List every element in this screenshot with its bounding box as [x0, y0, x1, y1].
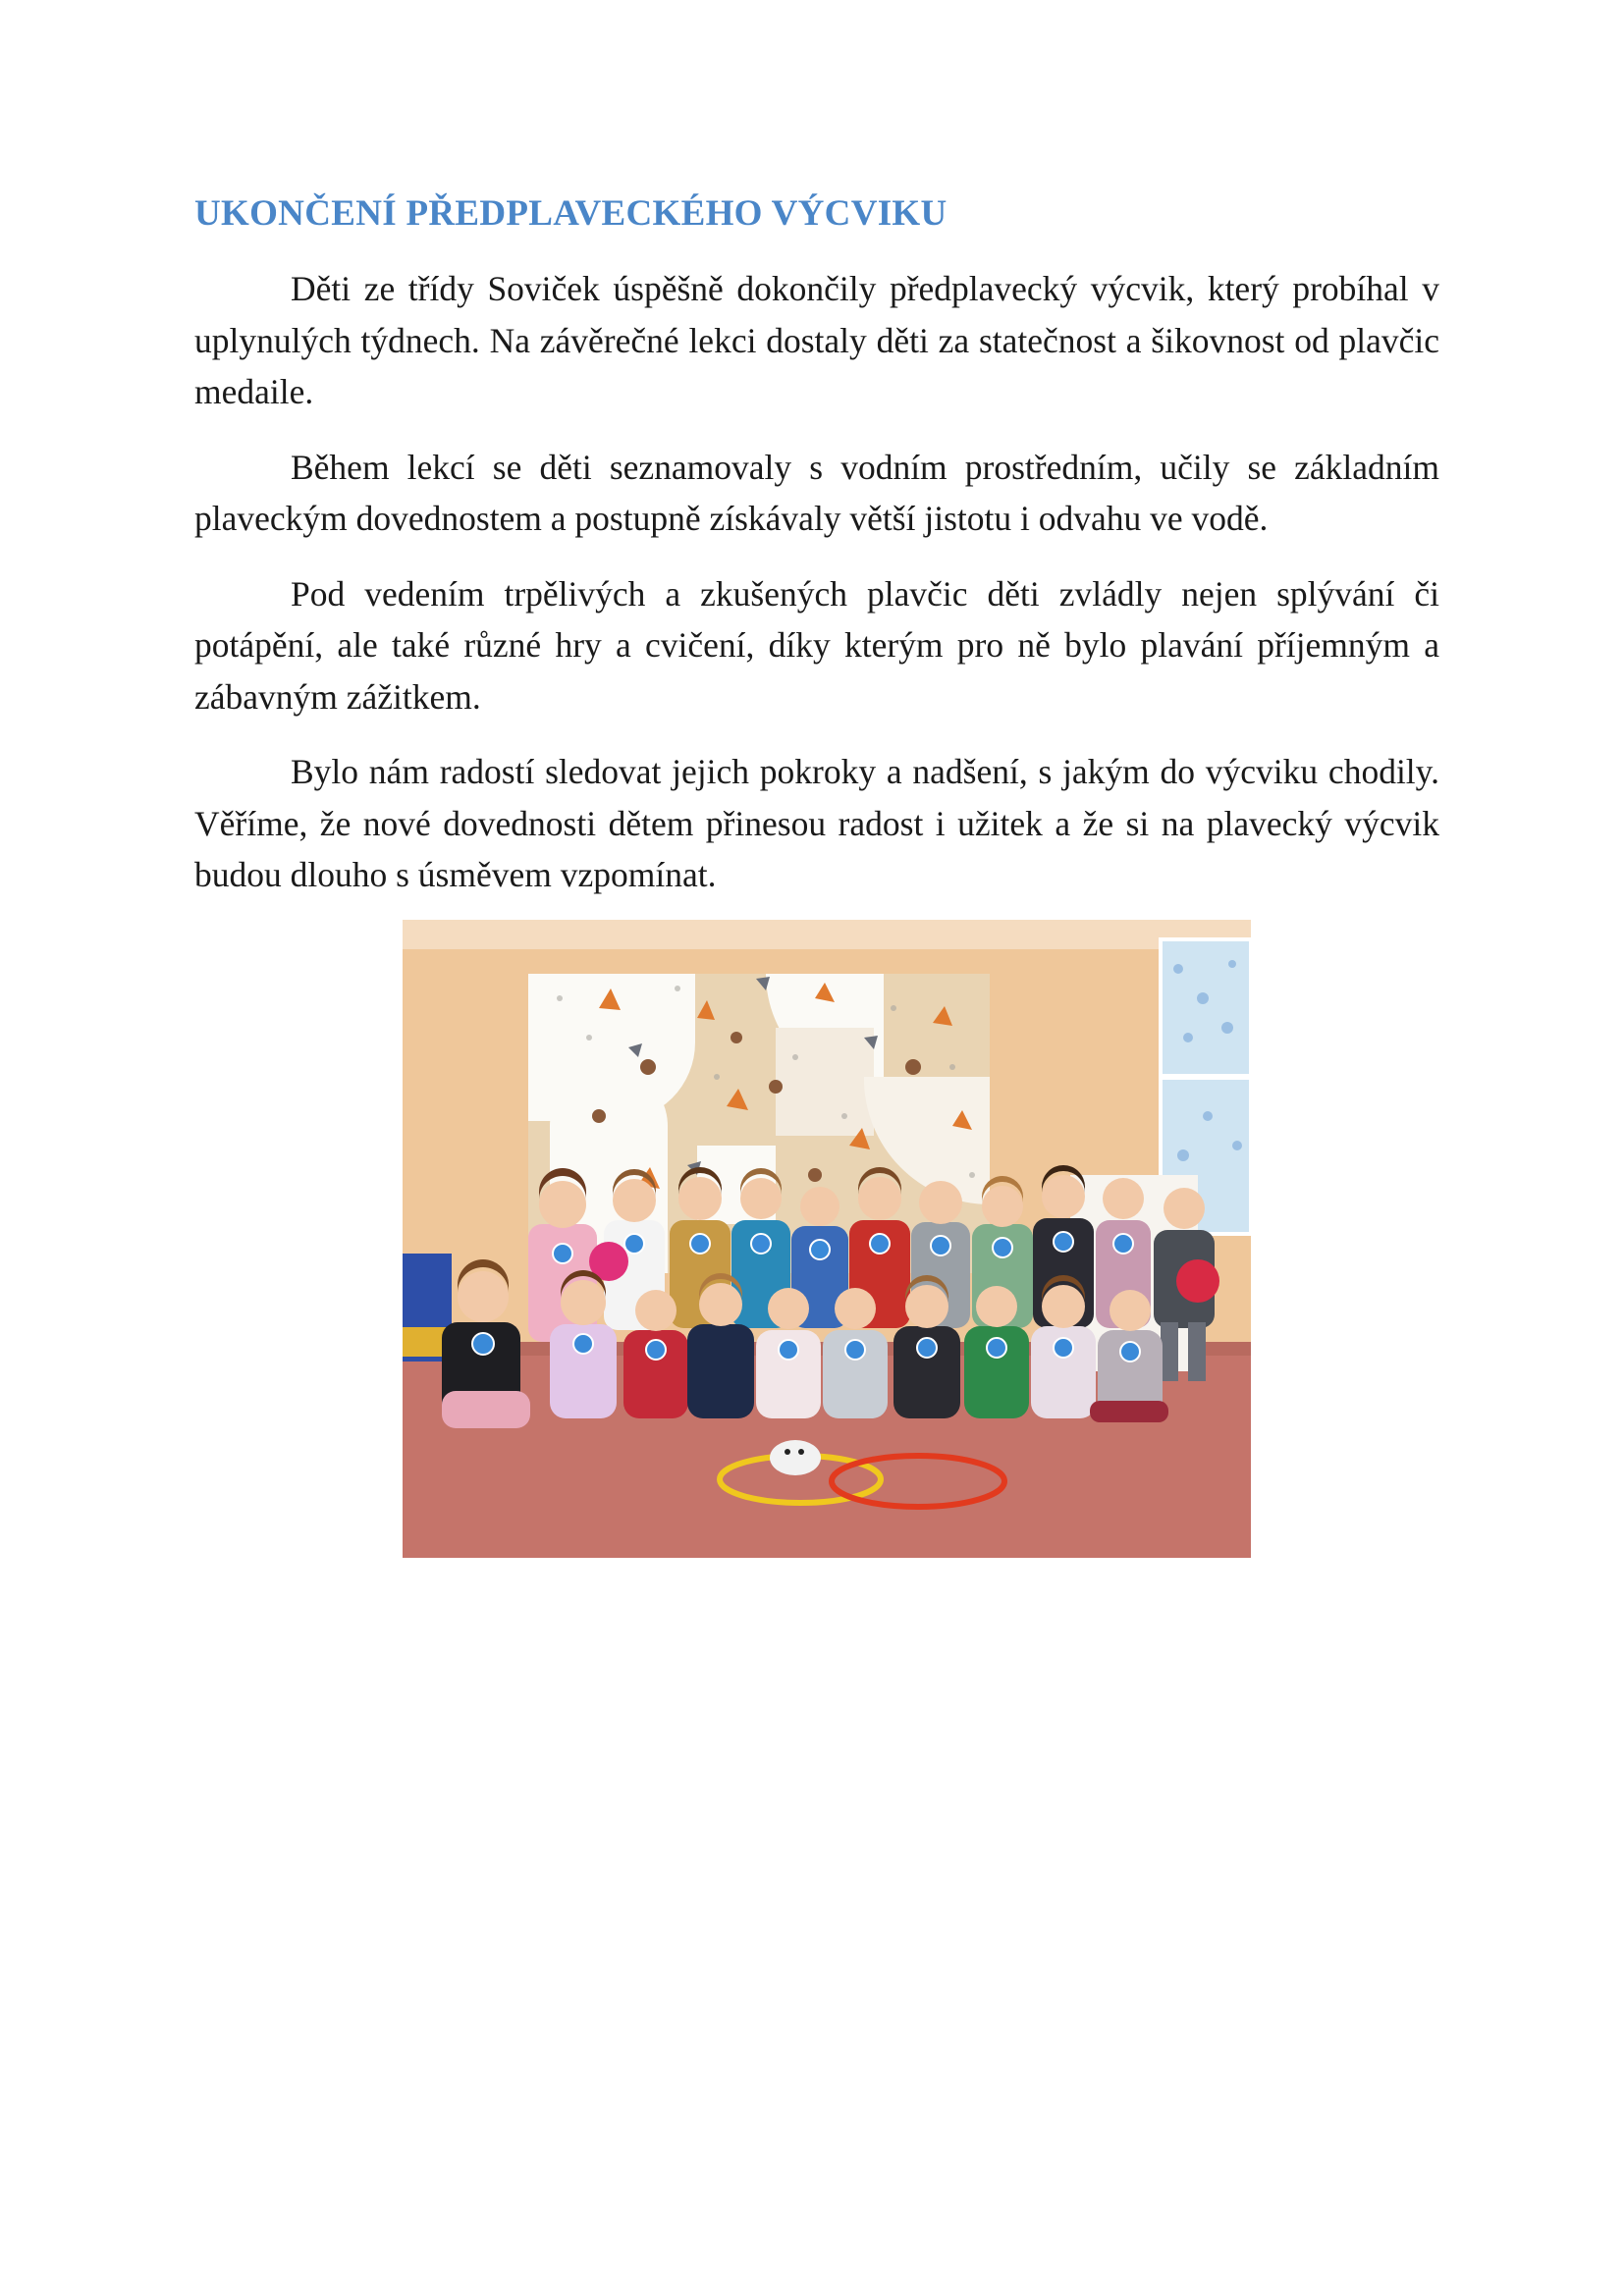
- paragraph-1: Děti ze třídy Soviček úspěšně dokončily předplavecký výcvik, který probíhal v uplynulých týdnech. Na závěrečné lekci dostaly děti za statečnost a šikovnost od plavčic medaile.: [194, 269, 1439, 411]
- paragraph-3: Pod vedením trpělivých a zkušených plavčic děti zvládly nejen splývání či potápění, ale také různé hry a cvičení, díky kterým pro ně bylo plavání příjemným a zábavným zážitkem.: [194, 573, 1439, 717]
- article-title: UKONČENÍ PŘEDPLAVECKÉHO VÝCVIKU: [194, 193, 947, 234]
- paragraph-4: Bylo nám radostí sledovat jejich pokroky a nadšení, s jakým do výcviku chodily. Věříme, že nové dovednosti dětem přinesou radost i užitek a že si na plavecký výcvik budou dlouho s úsměvem vzpomínat.: [194, 752, 1439, 894]
- paragraph-2: Během lekcí se děti seznamovaly s vodním prostředním, učily se základním plaveckým dovednostem a postupně získávaly větší jistotu i odvahu ve vodě.: [194, 447, 1439, 538]
- article-body: [194, 263, 1439, 925]
- group-photo: [403, 920, 1251, 1558]
